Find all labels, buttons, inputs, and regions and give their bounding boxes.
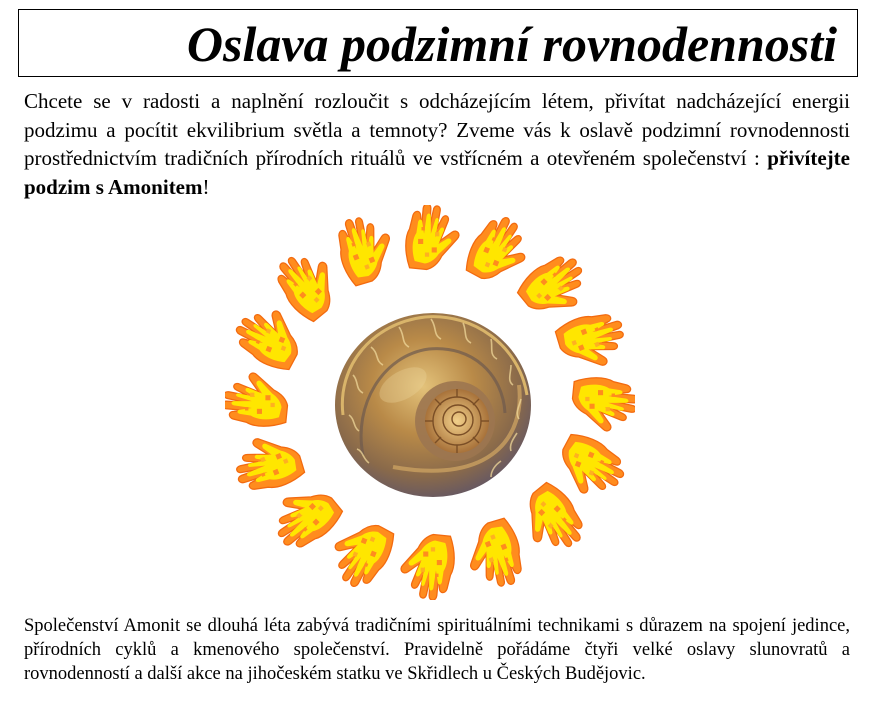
intro-text: Chcete se v radosti a naplnění rozloučit s odcházejícím létem, přivítat nadcházející energii podzimu a pocítit ekvilibrium světla a temnoty? Zveme vás k oslavě podzimní rovnodennosti prostřednictvím tradičních přírodních rituálů ve vstřícném a otevřeném společenství : [24, 89, 850, 170]
page-title: Oslava podzimní rovnodennosti [186, 16, 837, 72]
hand-icon [552, 304, 633, 378]
hand-icon [328, 208, 402, 289]
ammonite-fossil-icon [335, 313, 531, 497]
figure-svg [225, 205, 635, 600]
intro-paragraph [24, 87, 850, 201]
hand-icon [458, 515, 532, 596]
intro-emphasis: přivítejte podzim s Amonitem [24, 146, 850, 199]
footer-paragraph: Společenství Amonit se dlouhá léta zabývá tradičními spirituálními technikami s důrazem na spojení jedince, přírodních cyklů a kmenového společenství. Pravidelně pořádáme čtyři velké oslavy slunovratů a rovnodenností a další akce na jihočeském statku ve Skřidlech u Českých Budějovic. [24, 616, 850, 684]
hand-icon [225, 373, 288, 426]
hand-icon [324, 513, 398, 594]
hand-icon [227, 426, 308, 500]
hand-icon [462, 210, 536, 291]
hands-ammonite-figure [225, 205, 635, 600]
hand-icon [401, 535, 454, 601]
hand-icon [406, 205, 459, 270]
hand-icon [573, 378, 636, 431]
title-box [18, 9, 858, 77]
intro-end: ! [202, 174, 210, 199]
